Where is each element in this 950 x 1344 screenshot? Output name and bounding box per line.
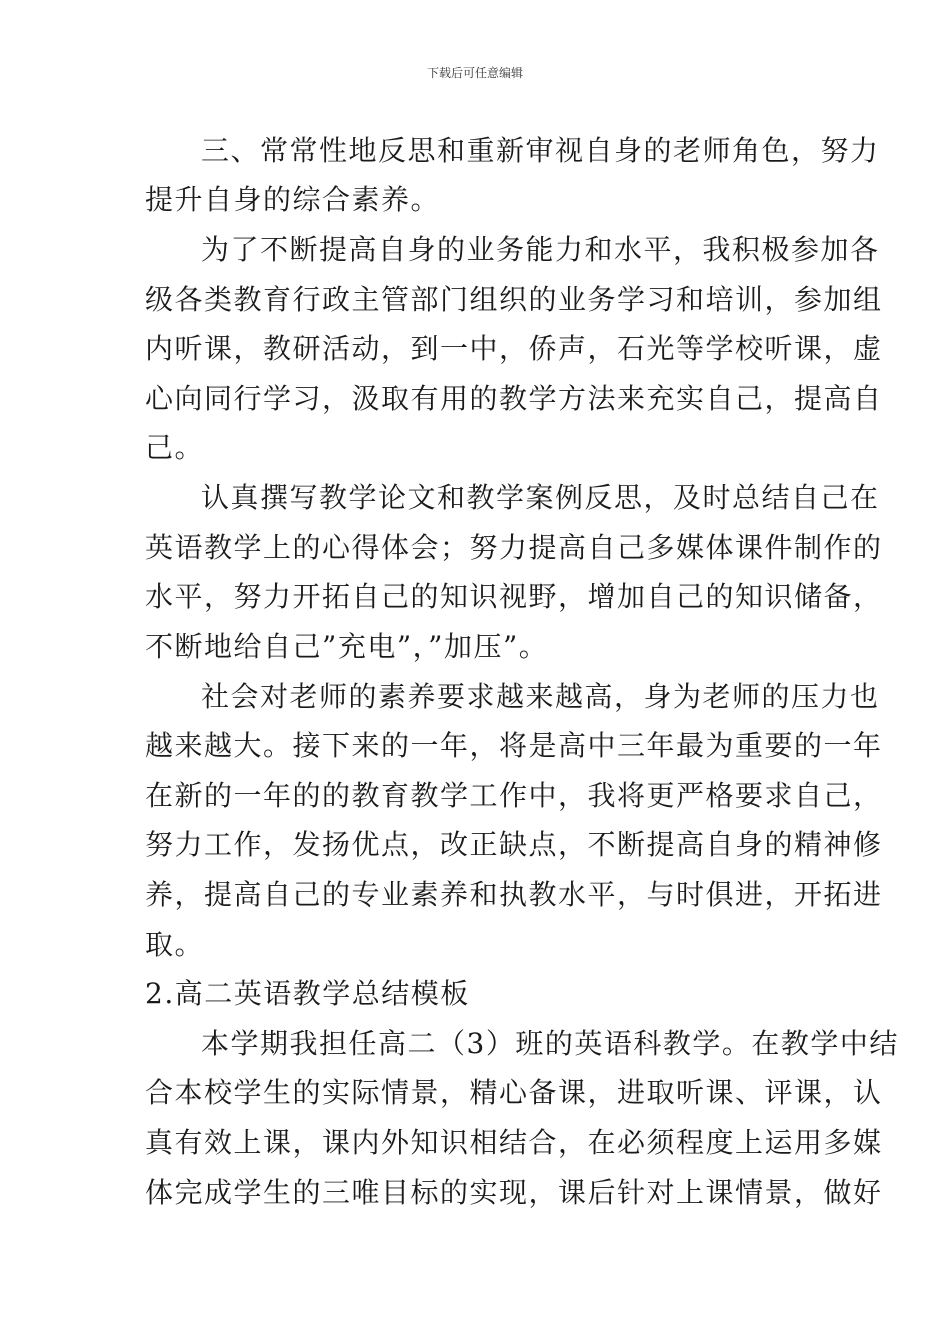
text-line: 合本校学生的实际情景，精心备课，进取听课、评课，认 <box>145 1076 883 1109</box>
text-line: 取。 <box>145 928 205 961</box>
text-line: 水平，努力开拓自己的知识视野，增加自己的知识储备， <box>145 580 883 613</box>
text-line: 为了不断提高自身的业务能力和水平，我积极参加各 <box>201 233 880 266</box>
text-line: 内听课，教研活动，到一中，侨声，石光等学校听课，虚 <box>145 332 883 365</box>
text-line: 养，提高自己的专业素养和执教水平，与时俱进，开拓进 <box>145 878 883 911</box>
text-line: 体完成学生的三唯目标的实现，课后针对上课情景，做好 <box>145 1176 883 1209</box>
text-line: 英语教学上的心得体会；努力提高自己多媒体课件制作的 <box>145 531 883 564</box>
text-line: 三、常常性地反思和重新审视自身的老师角色，努力 <box>201 134 880 167</box>
text-line: 社会对老师的素养要求越来越高，身为老师的压力也 <box>201 680 880 713</box>
text-line: 越来越大。接下来的一年，将是高中三年最为重要的一年 <box>145 729 883 762</box>
page-header: 下载后可任意编辑 <box>426 66 523 80</box>
text-line: 己。 <box>145 431 205 464</box>
text-line: 提升自身的综合素养。 <box>145 183 441 216</box>
text-line: 努力工作，发扬优点，改正缺点，不断提高自身的精神修 <box>145 828 883 861</box>
text-line: 不断地给自己”充电”，”加压”。 <box>145 630 549 663</box>
text-line: 在新的一年的的教育教学工作中，我将更严格要求自己， <box>145 779 883 812</box>
text-line: 级各类教育行政主管部门组织的业务学习和培训，参加组 <box>145 283 883 316</box>
text-line: 本学期我担任高二（3）班的英语科教学。在教学中结 <box>201 1027 899 1060</box>
section-heading: 2.高二英语教学总结模板 <box>145 977 470 1010</box>
text-line: 真有效上课，课内外知识相结合，在必须程度上运用多媒 <box>145 1126 883 1159</box>
text-line: 认真撰写教学论文和教学案例反思，及时总结自己在 <box>201 481 880 514</box>
text-line: 心向同行学习，汲取有用的教学方法来充实自己，提高自 <box>145 382 883 415</box>
